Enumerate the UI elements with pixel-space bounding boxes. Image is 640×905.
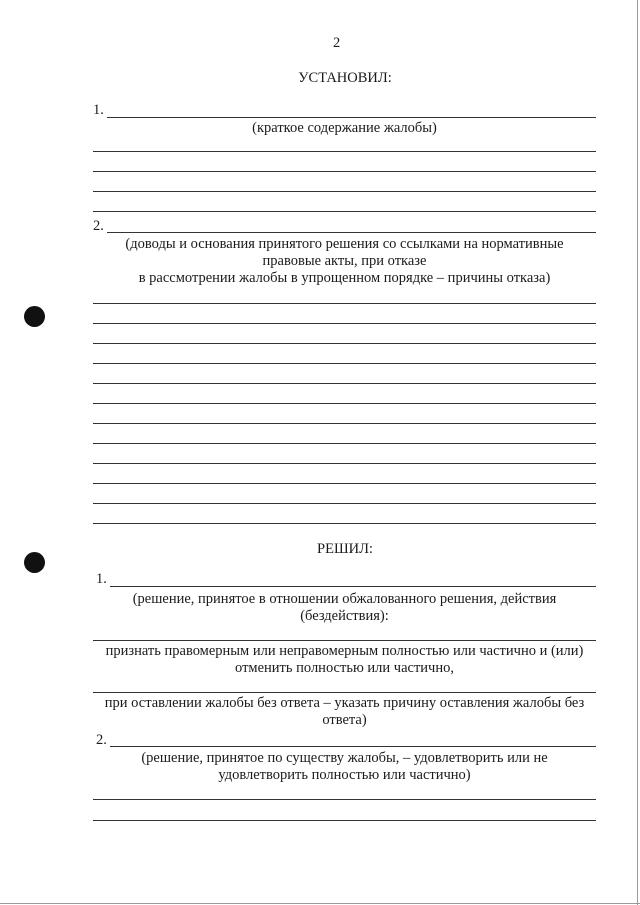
item-caption: (краткое содержание жалобы) xyxy=(252,120,437,136)
fill-line xyxy=(93,363,596,364)
section-heading-established: УСТАНОВИЛ: xyxy=(298,70,392,86)
item-number: 1. xyxy=(96,571,107,587)
item-caption: удовлетворить полностью или частично) xyxy=(218,767,471,783)
punch-hole xyxy=(24,306,45,327)
fill-line xyxy=(107,232,596,233)
item-caption: в рассмотрении жалобы в упрощенном порядке – причины отказа) xyxy=(138,270,551,286)
fill-line xyxy=(93,343,596,344)
fill-line xyxy=(110,586,596,587)
fill-line xyxy=(93,692,596,693)
fill-line xyxy=(93,523,596,524)
option-text: отменить полностью или частично, xyxy=(235,660,454,676)
item-caption: (решение, принятое в отношении обжалованного решения, действия xyxy=(132,591,557,607)
fill-line xyxy=(93,503,596,504)
item-caption: (решение, принятое по существу жалобы, – удовлетворить или не xyxy=(141,750,548,766)
page-number: 2 xyxy=(333,35,341,51)
fill-line xyxy=(93,303,596,304)
fill-line xyxy=(107,117,596,118)
item-caption: (доводы и основания принятого решения со ссылками на нормативные xyxy=(125,236,564,252)
fill-line xyxy=(93,383,596,384)
fill-line xyxy=(93,820,596,821)
section-heading-decided: РЕШИЛ: xyxy=(317,541,373,557)
option-text: признать правомерным или неправомерным полностью или частично и (или) xyxy=(105,643,584,659)
item-number: 2. xyxy=(96,732,107,748)
item-caption: (бездействия): xyxy=(300,608,389,624)
fill-line xyxy=(93,323,596,324)
fill-line xyxy=(110,746,596,747)
fill-line xyxy=(93,483,596,484)
fill-line xyxy=(93,443,596,444)
item-caption: правовые акты, при отказе xyxy=(262,253,427,269)
item-number: 2. xyxy=(93,218,104,234)
fill-line xyxy=(93,423,596,424)
page-edge xyxy=(0,903,640,904)
fill-line xyxy=(93,403,596,404)
option-text: ответа) xyxy=(322,712,367,728)
fill-line xyxy=(93,211,596,212)
item-number: 1. xyxy=(93,102,104,118)
fill-line xyxy=(93,463,596,464)
fill-line xyxy=(93,151,596,152)
fill-line xyxy=(93,171,596,172)
fill-line xyxy=(93,191,596,192)
page-edge xyxy=(637,0,638,905)
fill-line xyxy=(93,640,596,641)
option-text: при оставлении жалобы без ответа – указать причину оставления жалобы без xyxy=(104,695,585,711)
fill-line xyxy=(93,799,596,800)
